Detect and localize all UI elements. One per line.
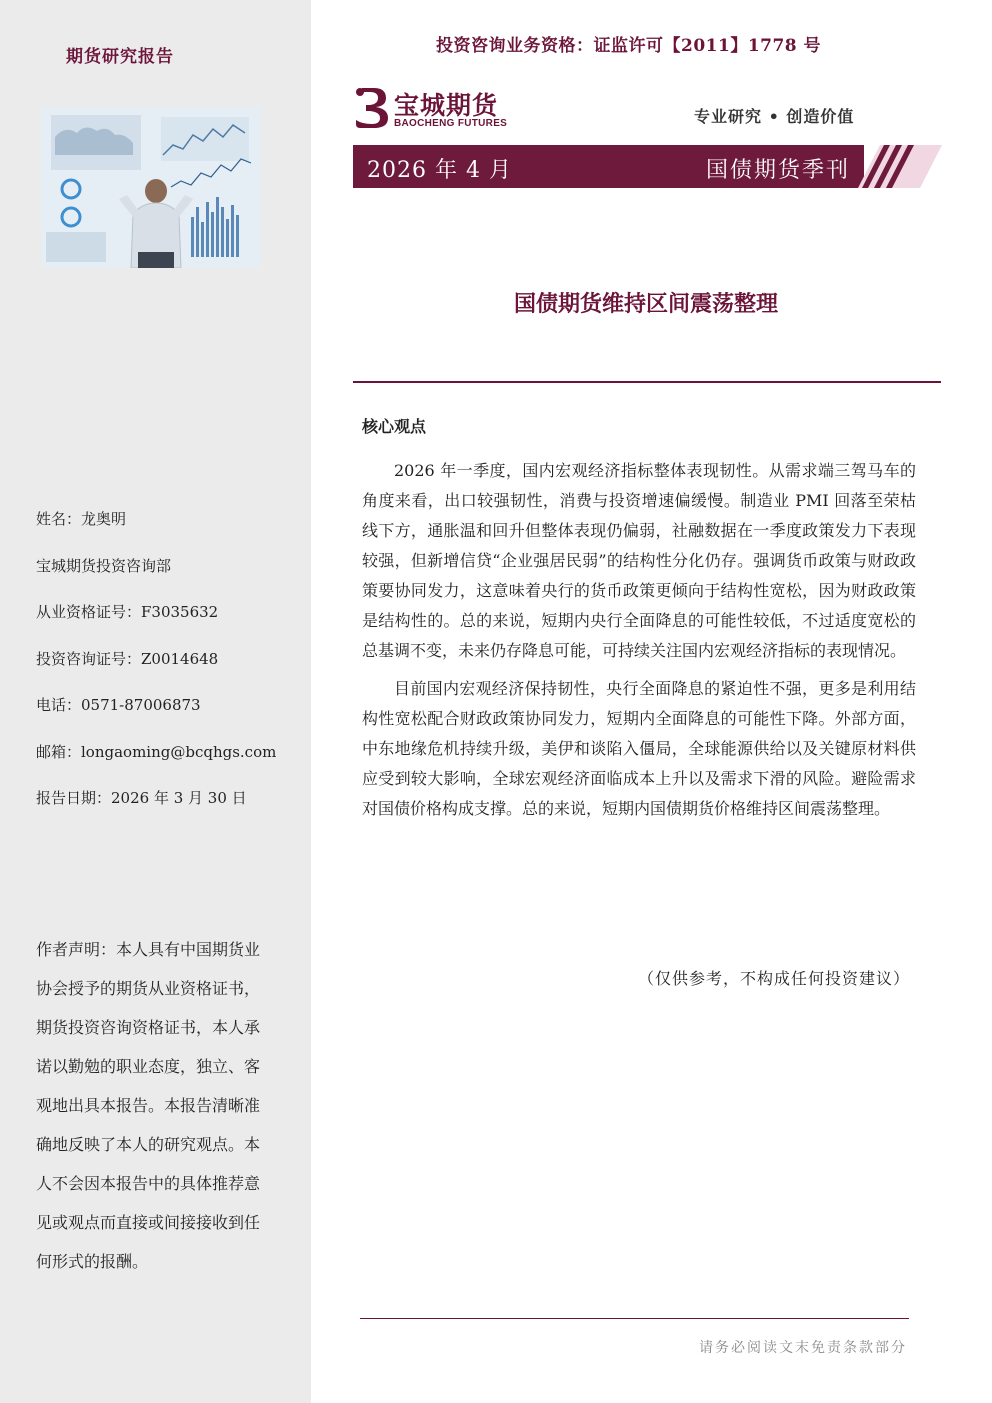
baocheng-logo-icon <box>354 84 390 130</box>
hero-illustration <box>41 107 260 268</box>
logo-name-cn: 宝城期货 <box>394 91 499 120</box>
banner-title: 国债期货季刊 <box>705 158 850 183</box>
author-department: 宝城期货投资咨询部 <box>36 556 172 575</box>
slogan: 专业研究 • 创造价值 <box>694 107 855 126</box>
analyst-charts-photo <box>41 107 260 268</box>
author-consult-cert: 投资咨询证号：Z0014648 <box>36 649 219 668</box>
author-info <box>36 508 298 834</box>
license-info: 投资咨询业务资格：证监许可【2011】1778 号 <box>436 36 822 56</box>
core-views <box>362 456 916 832</box>
report-date: 报告日期：2026 年 3 月 30 日 <box>36 789 247 807</box>
document-title: 国债期货维持区间震荡整理 <box>513 292 778 317</box>
title-divider <box>353 381 941 383</box>
author-phone: 电话：0571-87006873 <box>36 696 201 714</box>
sidebar <box>0 0 311 1403</box>
author-name: 姓名：龙奥明 <box>36 510 127 528</box>
report-banner <box>353 145 864 188</box>
logo-name-en: BAOCHENG FUTURES <box>394 118 508 129</box>
report-type-label: 期货研究报告 <box>66 47 174 67</box>
paragraph: 2026 年一季度，国内宏观经济指标整体表现韧性。从需求端三驾马车的角度来看，出口较强韧性，消费与投资增速偏缓慢。制造业 PMI 回落至荣枯线下方，通胀温和回升但整体表现仍偏弱，社融数据在一季度政策发力下表现较强，但新增信贷“企业强居民弱”的结构性分化仍存。强调货币政策与财政政策要协同发力，这意味着央行的货币政策更倾向于结构性宽松，因为财政政策是结构性的。总的来说，短期内央行全面降息的可能性较低，不过适度宽松的总基调不变，未来仍存降息可能，可持续关注国内宏观经济指标的表现情况。 <box>362 461 916 660</box>
author-email: 邮箱：longaoming@bcqhgs.com <box>36 742 277 761</box>
footer-note: 请务必阅读文末免责条款部分 <box>699 1340 907 1356</box>
section-heading: 核心观点 <box>362 417 427 436</box>
banner-stripes <box>858 145 942 188</box>
paragraph: 目前国内宏观经济保持韧性，央行全面降息的紧迫性不强，更多是利用结构性宽松配合财政政策协同发力，短期内全面降息的可能性下降。外部方面，中东地缘危机持续升级，美伊和谈陷入僵局，全球能源供给以及关键原材料供应受到较大影响，全球宏观经济面临成本上升以及需求下滑的风险。避险需求对国债价格构成支撑。总的来说，短期内国债期货价格维持区间震荡整理。 <box>362 679 916 818</box>
disclaimer: （仅供参考，不构成任何投资建议） <box>637 969 910 988</box>
footer-divider <box>360 1318 909 1319</box>
author-statement: 作者声明：本人具有中国期货业协会授予的期货从业资格证书，期货投资咨询资格证书，本人承诺以勤勉的职业态度，独立、客观地出具本报告。本报告清晰准确地反映了本人的研究观点。本人不会因本报告中的具体推荐意见或观点而直接或间接接收到任何形式的报酬。 <box>36 940 261 1271</box>
author-qualification: 从业资格证号：F3035632 <box>36 603 219 621</box>
banner-date: 2026 年 4 月 <box>367 158 512 183</box>
company-logo <box>354 84 524 132</box>
